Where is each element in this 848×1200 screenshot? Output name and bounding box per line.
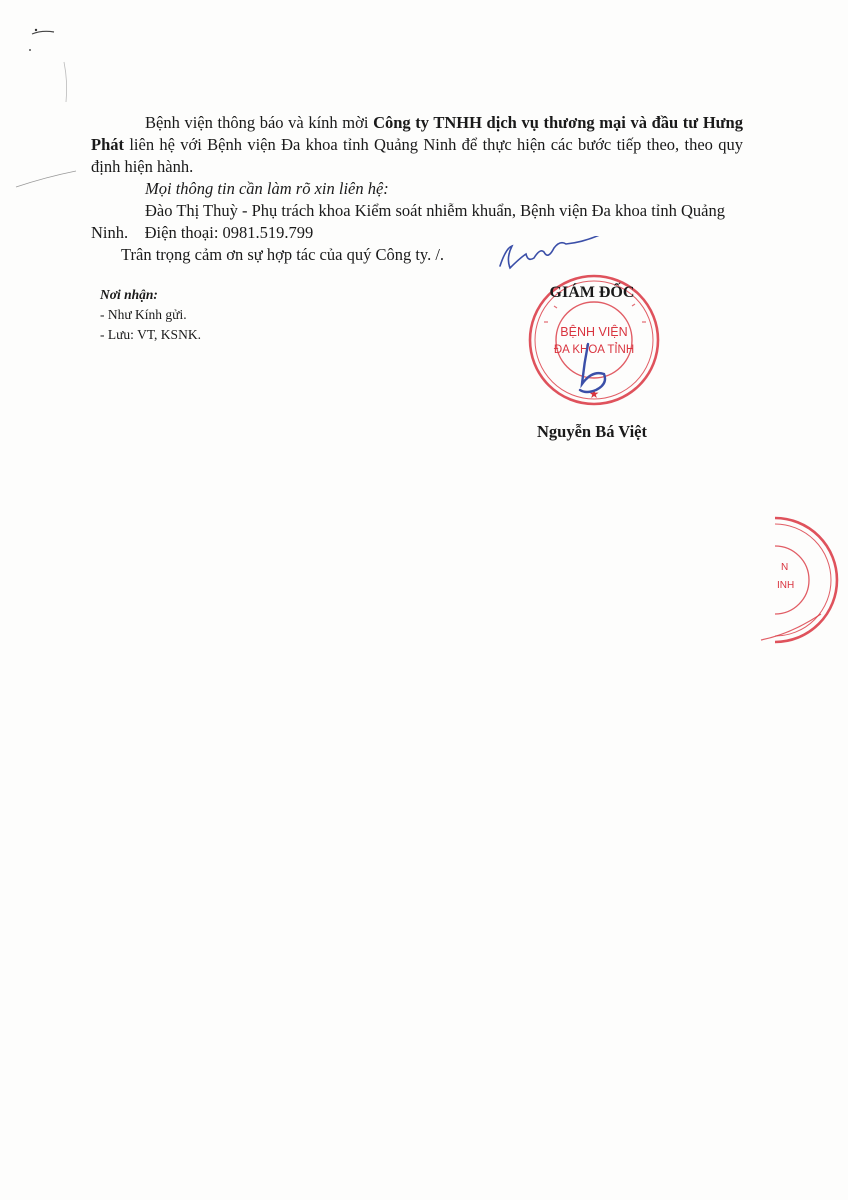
contact-details: Đào Thị Thuỳ - Phụ trách khoa Kiểm soát nhiễm khuẩn, Bệnh viện Đa khoa tỉnh Quảng Ninh. Điện thoại: 0981.519.799 (91, 201, 725, 242)
recipient-item: - Lưu: VT, KSNK. (100, 327, 201, 342)
signer-name: Nguyễn Bá Việt (536, 422, 647, 441)
margin-seal (755, 512, 848, 647)
recipient-item: - Như Kính gửi. (100, 307, 187, 322)
invitation-paragraph: Bệnh viện thông báo và kính mời Công ty TNHH dịch vụ thương mại và đầu tư Hưng Phát liên hệ với Bệnh viện Đa khoa tỉnh Quảng Ninh để thực hiện các bước tiếp theo, theo quy định hiện hành. (91, 113, 743, 176)
svg-text:★: ★ (588, 387, 600, 401)
contact-intro: Mọi thông tin cần làm rõ xin liên hệ: (145, 179, 389, 198)
recipients-block (100, 285, 201, 345)
thanks-line: Trân trọng cảm ơn sự hợp tác của quý Công ty. /. (121, 245, 445, 264)
seal-text-line2: ĐA KHOA TỈNH (553, 344, 635, 356)
recipients-title: Nơi nhận: (100, 287, 158, 302)
contact-phone: Điện thoại: 0981.519.799 (144, 223, 314, 242)
svg-text:INH: INH (777, 580, 795, 591)
company-name: Công ty TNHH dịch vụ thương mại và đầu tư Hưng Phát (91, 113, 743, 154)
signer-title: GIÁM ĐỐC (549, 284, 635, 301)
scan-mark (14, 22, 84, 202)
svg-text:N: N (781, 562, 789, 573)
signature (570, 340, 640, 400)
seal-text-line1: BỆNH VIỆN (560, 325, 628, 339)
